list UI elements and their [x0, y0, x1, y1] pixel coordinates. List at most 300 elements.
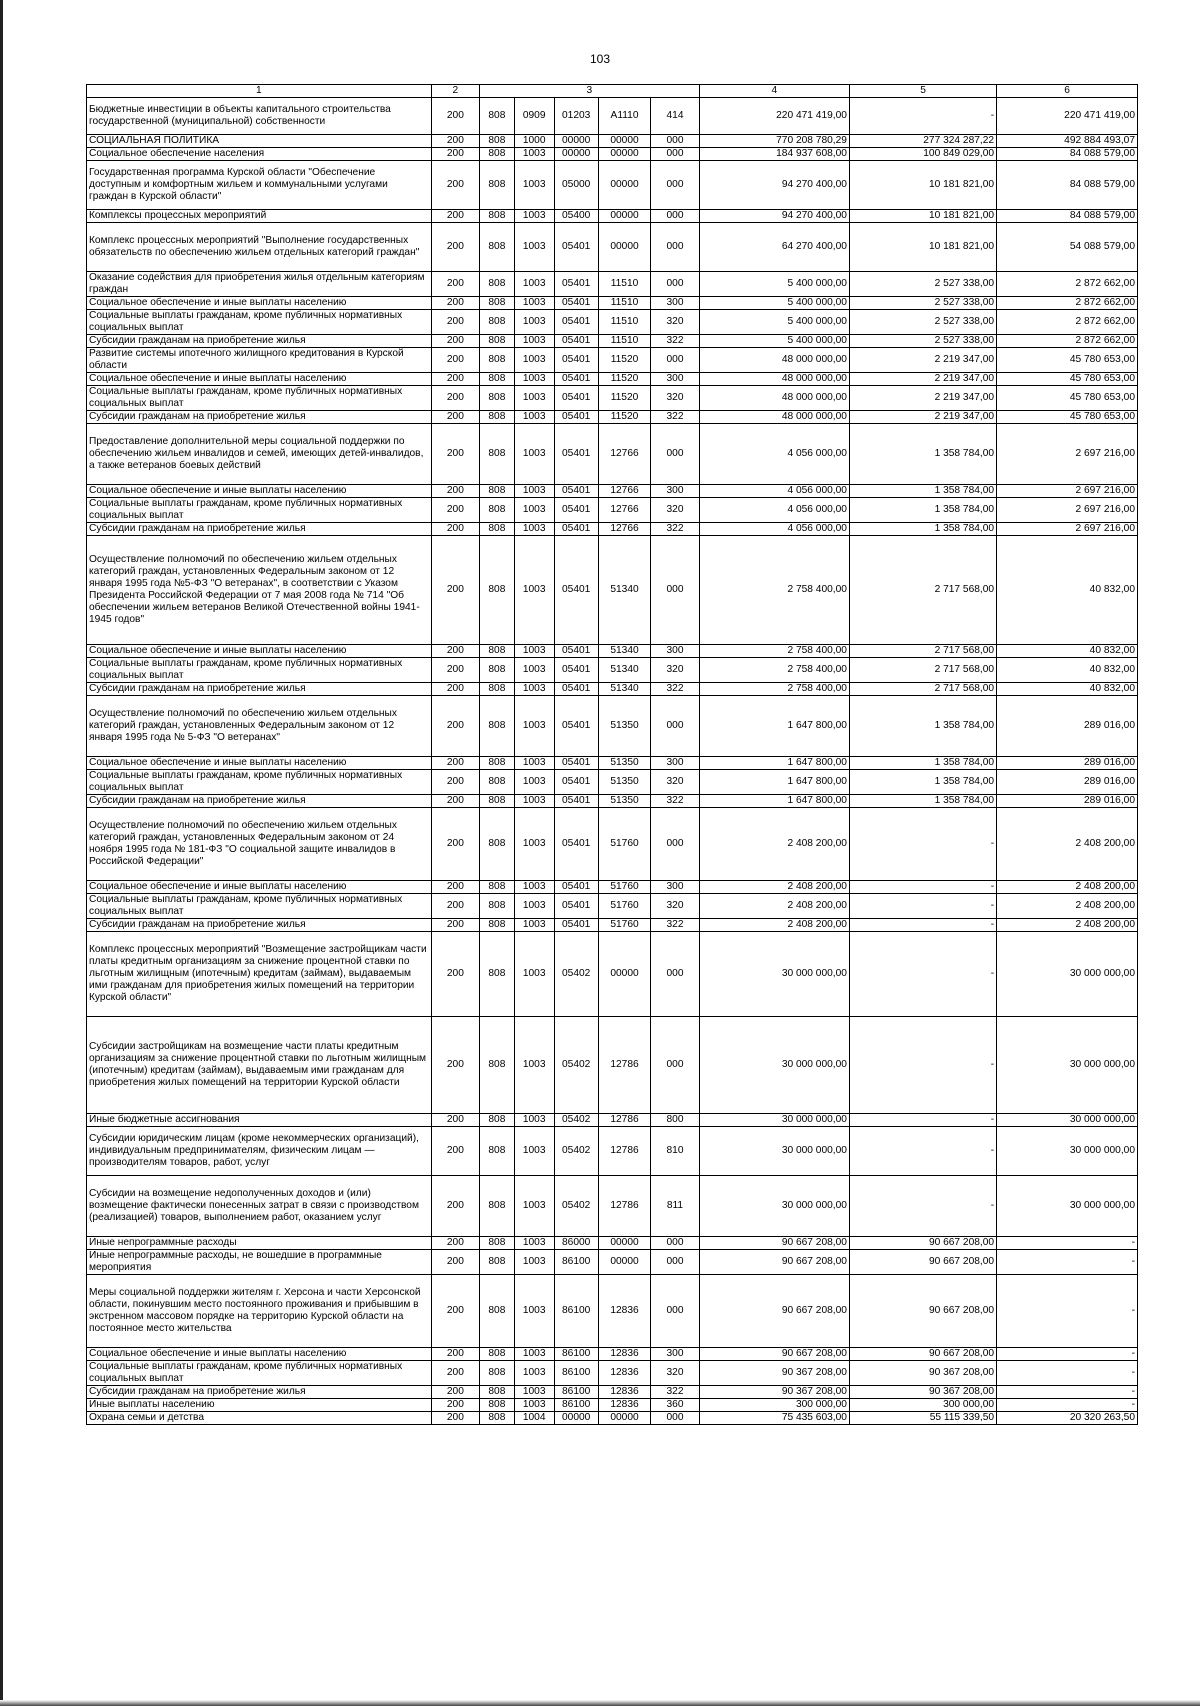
amount-executed: 90 667 208,00: [849, 1237, 996, 1250]
code-expense-type: 810: [651, 1127, 699, 1176]
amount-planned: 30 000 000,00: [699, 1127, 849, 1176]
code-ministry: 808: [480, 411, 515, 424]
amount-remaining: 45 780 653,00: [997, 348, 1138, 373]
code-admin: 200: [431, 1361, 479, 1386]
code-ministry: 808: [480, 770, 515, 795]
amount-planned: 220 471 419,00: [699, 98, 849, 135]
code-ministry: 808: [480, 1017, 515, 1114]
amount-remaining: 289 016,00: [997, 757, 1138, 770]
code-direction: А1110: [598, 98, 651, 135]
code-expense-type: 320: [651, 1361, 699, 1386]
code-admin: 200: [431, 411, 479, 424]
code-program: 05401: [554, 386, 598, 411]
table-row: [87, 1386, 1138, 1399]
amount-planned: 5 400 000,00: [699, 310, 849, 335]
code-direction: 12766: [598, 498, 651, 523]
code-section: 1003: [514, 683, 554, 696]
amount-planned: 30 000 000,00: [699, 1176, 849, 1237]
code-ministry: 808: [480, 1412, 515, 1425]
code-expense-type: 320: [651, 310, 699, 335]
code-section: 1003: [514, 310, 554, 335]
code-direction: 51350: [598, 696, 651, 757]
page-number: 103: [589, 52, 611, 66]
code-program: 05401: [554, 696, 598, 757]
amount-planned: 5 400 000,00: [699, 335, 849, 348]
code-expense-type: 322: [651, 1386, 699, 1399]
code-admin: 200: [431, 424, 479, 485]
code-expense-type: 360: [651, 1399, 699, 1412]
code-ministry: 808: [480, 808, 515, 881]
amount-remaining: 2 408 200,00: [997, 881, 1138, 894]
code-program: 05401: [554, 272, 598, 297]
code-program: 05401: [554, 335, 598, 348]
code-expense-type: 000: [651, 210, 699, 223]
code-admin: 200: [431, 919, 479, 932]
row-name: Социальные выплаты гражданам, кроме публичных нормативных социальных выплат: [87, 498, 432, 523]
table-row: [87, 1176, 1138, 1237]
code-expense-type: 300: [651, 297, 699, 310]
code-admin: 200: [431, 881, 479, 894]
amount-remaining: 2 872 662,00: [997, 310, 1138, 335]
table-row: [87, 297, 1138, 310]
row-name: Субсидии гражданам на приобретение жилья: [87, 411, 432, 424]
table-row: [87, 536, 1138, 645]
code-ministry: 808: [480, 223, 515, 272]
code-program: 00000: [554, 1412, 598, 1425]
code-section: 1003: [514, 1114, 554, 1127]
row-name: Субсидии застройщикам на возмещение части платы кредитным организациям за снижение процентной ставки по льготным жилищным (ипотечным) кредитам (займам), выдаваемым ими гражданам для приобретения жилых помещений на территории Курской области: [87, 1017, 432, 1114]
code-section: 1003: [514, 1127, 554, 1176]
amount-planned: 94 270 400,00: [699, 161, 849, 210]
code-expense-type: 000: [651, 808, 699, 881]
code-admin: 200: [431, 373, 479, 386]
code-admin: 200: [431, 770, 479, 795]
code-section: 1003: [514, 411, 554, 424]
amount-remaining: 2 872 662,00: [997, 272, 1138, 297]
table-row: [87, 1114, 1138, 1127]
amount-executed: 1 358 784,00: [849, 498, 996, 523]
amount-remaining: 54 088 579,00: [997, 223, 1138, 272]
code-ministry: 808: [480, 210, 515, 223]
code-admin: 200: [431, 335, 479, 348]
row-name: Комплексы процессных мероприятий: [87, 210, 432, 223]
code-section: 1003: [514, 919, 554, 932]
code-program: 05402: [554, 1017, 598, 1114]
code-section: 1003: [514, 645, 554, 658]
code-direction: 51760: [598, 808, 651, 881]
code-program: 86000: [554, 1237, 598, 1250]
amount-executed: -: [849, 1176, 996, 1237]
amount-planned: 90 667 208,00: [699, 1237, 849, 1250]
code-section: 1003: [514, 536, 554, 645]
row-name: Бюджетные инвестиции в объекты капитального строительства государственной (муниципальной) собственности: [87, 98, 432, 135]
amount-remaining: 220 471 419,00: [997, 98, 1138, 135]
amount-planned: 5 400 000,00: [699, 272, 849, 297]
amount-remaining: 30 000 000,00: [997, 1127, 1138, 1176]
code-section: 1003: [514, 1176, 554, 1237]
amount-remaining: 2 872 662,00: [997, 297, 1138, 310]
code-admin: 200: [431, 1399, 479, 1412]
code-program: 05401: [554, 498, 598, 523]
code-ministry: 808: [480, 683, 515, 696]
scan-border-bottom: [0, 1700, 1200, 1706]
row-name: Социальное обеспечение и иные выплаты населению: [87, 645, 432, 658]
code-expense-type: 322: [651, 523, 699, 536]
amount-planned: 30 000 000,00: [699, 1114, 849, 1127]
code-expense-type: 000: [651, 1237, 699, 1250]
code-program: 05402: [554, 932, 598, 1017]
amount-executed: 2 717 568,00: [849, 645, 996, 658]
table-row: [87, 757, 1138, 770]
code-ministry: 808: [480, 98, 515, 135]
amount-remaining: 492 884 493,07: [997, 135, 1138, 148]
code-direction: 00000: [598, 161, 651, 210]
code-section: 1003: [514, 1399, 554, 1412]
table-row: [87, 210, 1138, 223]
code-section: 1003: [514, 1250, 554, 1275]
amount-executed: -: [849, 881, 996, 894]
amount-executed: 1 358 784,00: [849, 770, 996, 795]
amount-executed: -: [849, 98, 996, 135]
row-name: Социальные выплаты гражданам, кроме публичных нормативных социальных выплат: [87, 1361, 432, 1386]
code-program: 86100: [554, 1361, 598, 1386]
amount-executed: -: [849, 1017, 996, 1114]
code-direction: 11510: [598, 310, 651, 335]
row-name: Субсидии гражданам на приобретение жилья: [87, 795, 432, 808]
code-admin: 200: [431, 135, 479, 148]
table-row: [87, 223, 1138, 272]
code-ministry: 808: [480, 757, 515, 770]
amount-executed: 90 667 208,00: [849, 1250, 996, 1275]
header-col-3: 3: [480, 85, 700, 98]
amount-remaining: 289 016,00: [997, 795, 1138, 808]
code-direction: 12836: [598, 1348, 651, 1361]
table-row: [87, 881, 1138, 894]
row-name: Комплекс процессных мероприятий "Возмещение застройщикам части платы кредитным организациям за снижение процентной ставки по льготным жилищным (ипотечным) кредитам (займам), выдаваемым ими гражданам для приобретения жилых помещений на территории Курской области": [87, 932, 432, 1017]
table-row: [87, 1348, 1138, 1361]
table-row: [87, 498, 1138, 523]
code-section: 1000: [514, 135, 554, 148]
code-direction: 00000: [598, 210, 651, 223]
code-ministry: 808: [480, 1176, 515, 1237]
amount-executed: 100 849 029,00: [849, 148, 996, 161]
amount-remaining: 84 088 579,00: [997, 210, 1138, 223]
code-admin: 200: [431, 536, 479, 645]
code-ministry: 808: [480, 373, 515, 386]
table-row: [87, 932, 1138, 1017]
amount-planned: 90 667 208,00: [699, 1348, 849, 1361]
header-row: [87, 85, 1138, 98]
amount-executed: 90 367 208,00: [849, 1361, 996, 1386]
amount-planned: 770 208 780,29: [699, 135, 849, 148]
row-name: Осуществление полномочий по обеспечению жильем отдельных категорий граждан, установленных Федеральным законом от 24 ноября 1995 года № 181-ФЗ "О социальной защите инвалидов в Российской Федерации": [87, 808, 432, 881]
row-name: Социальное обеспечение и иные выплаты населению: [87, 1348, 432, 1361]
row-name: Социальные выплаты гражданам, кроме публичных нормативных социальных выплат: [87, 894, 432, 919]
row-name: Охрана семьи и детства: [87, 1412, 432, 1425]
amount-executed: 55 115 339,50: [849, 1412, 996, 1425]
code-direction: 12766: [598, 424, 651, 485]
code-section: 1003: [514, 932, 554, 1017]
code-admin: 200: [431, 1275, 479, 1348]
amount-remaining: 2 408 200,00: [997, 808, 1138, 881]
code-expense-type: 000: [651, 148, 699, 161]
amount-planned: 2 408 200,00: [699, 919, 849, 932]
amount-planned: 90 667 208,00: [699, 1275, 849, 1348]
amount-planned: 48 000 000,00: [699, 386, 849, 411]
amount-planned: 4 056 000,00: [699, 485, 849, 498]
row-name: Меры социальной поддержки жителям г. Херсона и части Херсонской области, покинувшим место постоянного проживания и прибывшим в экстренном массовом порядке на территорию Курской области на постоянное место жительства: [87, 1275, 432, 1348]
code-expense-type: 000: [651, 272, 699, 297]
code-direction: 00000: [598, 148, 651, 161]
table-row: [87, 658, 1138, 683]
amount-executed: 90 667 208,00: [849, 1348, 996, 1361]
code-direction: 12786: [598, 1176, 651, 1237]
table-row: [87, 148, 1138, 161]
amount-planned: 2 408 200,00: [699, 808, 849, 881]
code-program: 86100: [554, 1399, 598, 1412]
amount-remaining: 2 408 200,00: [997, 894, 1138, 919]
code-direction: 00000: [598, 1237, 651, 1250]
code-ministry: 808: [480, 297, 515, 310]
code-admin: 200: [431, 498, 479, 523]
amount-executed: 277 324 287,22: [849, 135, 996, 148]
code-direction: 12836: [598, 1399, 651, 1412]
code-section: 1003: [514, 272, 554, 297]
code-admin: 200: [431, 272, 479, 297]
code-expense-type: 322: [651, 919, 699, 932]
row-name: Субсидии на возмещение недополученных доходов и (или) возмещение фактически понесенных затрат в связи с производством (реализацией) товаров, выполнением работ, оказанием услуг: [87, 1176, 432, 1237]
row-name: Иные выплаты населению: [87, 1399, 432, 1412]
amount-executed: -: [849, 808, 996, 881]
row-name: Социальное обеспечение и иные выплаты населению: [87, 881, 432, 894]
code-direction: 51350: [598, 770, 651, 795]
code-expense-type: 000: [651, 1412, 699, 1425]
code-program: 05401: [554, 411, 598, 424]
table-row: [87, 424, 1138, 485]
code-direction: 51340: [598, 658, 651, 683]
code-direction: 12786: [598, 1017, 651, 1114]
code-admin: 200: [431, 148, 479, 161]
amount-planned: 300 000,00: [699, 1399, 849, 1412]
table-row: [87, 1127, 1138, 1176]
code-program: 86100: [554, 1348, 598, 1361]
code-expense-type: 322: [651, 795, 699, 808]
code-section: 1003: [514, 1275, 554, 1348]
code-program: 05401: [554, 919, 598, 932]
code-section: 1004: [514, 1412, 554, 1425]
code-program: 05401: [554, 523, 598, 536]
code-admin: 200: [431, 808, 479, 881]
amount-executed: 10 181 821,00: [849, 161, 996, 210]
code-expense-type: 000: [651, 536, 699, 645]
amount-executed: 2 527 338,00: [849, 272, 996, 297]
code-direction: 51760: [598, 894, 651, 919]
code-ministry: 808: [480, 272, 515, 297]
code-admin: 200: [431, 210, 479, 223]
code-admin: 200: [431, 297, 479, 310]
amount-executed: 2 219 347,00: [849, 411, 996, 424]
code-program: 05401: [554, 808, 598, 881]
code-section: 1003: [514, 1386, 554, 1399]
code-ministry: 808: [480, 523, 515, 536]
row-name: Субсидии гражданам на приобретение жилья: [87, 919, 432, 932]
code-ministry: 808: [480, 498, 515, 523]
code-direction: 11520: [598, 411, 651, 424]
code-section: 1003: [514, 297, 554, 310]
code-expense-type: 000: [651, 932, 699, 1017]
amount-planned: 1 647 800,00: [699, 757, 849, 770]
code-expense-type: 322: [651, 411, 699, 424]
code-program: 00000: [554, 135, 598, 148]
amount-executed: 90 367 208,00: [849, 1386, 996, 1399]
code-section: 1003: [514, 658, 554, 683]
code-ministry: 808: [480, 485, 515, 498]
amount-remaining: -: [997, 1348, 1138, 1361]
code-direction: 11520: [598, 348, 651, 373]
amount-remaining: 45 780 653,00: [997, 373, 1138, 386]
table-row: [87, 161, 1138, 210]
code-expense-type: 000: [651, 1250, 699, 1275]
amount-remaining: 45 780 653,00: [997, 411, 1138, 424]
amount-planned: 1 647 800,00: [699, 696, 849, 757]
code-ministry: 808: [480, 335, 515, 348]
amount-planned: 75 435 603,00: [699, 1412, 849, 1425]
code-expense-type: 322: [651, 335, 699, 348]
amount-remaining: -: [997, 1237, 1138, 1250]
code-section: 1003: [514, 485, 554, 498]
row-name: Субсидии гражданам на приобретение жилья: [87, 335, 432, 348]
code-admin: 200: [431, 658, 479, 683]
amount-remaining: 2 697 216,00: [997, 523, 1138, 536]
amount-executed: 2 527 338,00: [849, 310, 996, 335]
code-admin: 200: [431, 348, 479, 373]
code-section: 1003: [514, 348, 554, 373]
code-expense-type: 300: [651, 373, 699, 386]
code-ministry: 808: [480, 645, 515, 658]
table-row: [87, 770, 1138, 795]
code-direction: 51350: [598, 795, 651, 808]
code-admin: 200: [431, 1348, 479, 1361]
amount-executed: 1 358 784,00: [849, 424, 996, 485]
code-admin: 200: [431, 932, 479, 1017]
amount-planned: 48 000 000,00: [699, 411, 849, 424]
amount-executed: 2 527 338,00: [849, 335, 996, 348]
budget-table: [86, 84, 1138, 1425]
code-expense-type: 300: [651, 485, 699, 498]
code-direction: 12786: [598, 1114, 651, 1127]
code-direction: 12786: [598, 1127, 651, 1176]
code-direction: 11520: [598, 373, 651, 386]
code-admin: 200: [431, 1114, 479, 1127]
table-row: [87, 348, 1138, 373]
code-section: 1003: [514, 1237, 554, 1250]
row-name: Предоставление дополнительной меры социальной поддержки по обеспечению жильем инвалидов и семей, имеющих детей-инвалидов, а также ветеранов боевых действий: [87, 424, 432, 485]
code-ministry: 808: [480, 658, 515, 683]
amount-remaining: 30 000 000,00: [997, 1017, 1138, 1114]
row-name: Оказание содействия для приобретения жилья отдельным категориям граждан: [87, 272, 432, 297]
header-col-2: 2: [431, 85, 479, 98]
code-program: 05401: [554, 485, 598, 498]
code-section: 1003: [514, 424, 554, 485]
row-name: СОЦИАЛЬНАЯ ПОЛИТИКА: [87, 135, 432, 148]
code-section: 1003: [514, 1361, 554, 1386]
amount-executed: -: [849, 919, 996, 932]
amount-executed: 2 219 347,00: [849, 373, 996, 386]
code-program: 05401: [554, 770, 598, 795]
row-name: Субсидии гражданам на приобретение жилья: [87, 683, 432, 696]
row-name: Осуществление полномочий по обеспечению жильем отдельных категорий граждан, установленных Федеральным законом от 12 января 1995 года № 5-ФЗ "О ветеранах": [87, 696, 432, 757]
code-section: 1003: [514, 523, 554, 536]
code-expense-type: 320: [651, 894, 699, 919]
row-name: Развитие системы ипотечного жилищного кредитования в Курской области: [87, 348, 432, 373]
code-ministry: 808: [480, 348, 515, 373]
table-row: [87, 310, 1138, 335]
code-program: 86100: [554, 1386, 598, 1399]
code-direction: 00000: [598, 135, 651, 148]
row-name: Социальные выплаты гражданам, кроме публичных нормативных социальных выплат: [87, 658, 432, 683]
amount-remaining: 30 000 000,00: [997, 932, 1138, 1017]
table-row: [87, 373, 1138, 386]
amount-planned: 48 000 000,00: [699, 373, 849, 386]
code-admin: 200: [431, 485, 479, 498]
amount-remaining: -: [997, 1361, 1138, 1386]
code-expense-type: 320: [651, 498, 699, 523]
code-section: 1003: [514, 223, 554, 272]
code-ministry: 808: [480, 310, 515, 335]
code-section: 1003: [514, 335, 554, 348]
table-row: [87, 135, 1138, 148]
code-ministry: 808: [480, 1275, 515, 1348]
code-section: 1003: [514, 770, 554, 795]
code-admin: 200: [431, 1017, 479, 1114]
table-row: [87, 645, 1138, 658]
code-section: 1003: [514, 696, 554, 757]
code-ministry: 808: [480, 536, 515, 645]
amount-remaining: 30 000 000,00: [997, 1114, 1138, 1127]
code-admin: 200: [431, 386, 479, 411]
code-direction: 12836: [598, 1386, 651, 1399]
amount-executed: 2 717 568,00: [849, 658, 996, 683]
row-name: Иные непрограммные расходы, не вошедшие в программные мероприятия: [87, 1250, 432, 1275]
row-name: Социальное обеспечение и иные выплаты населению: [87, 757, 432, 770]
amount-executed: 2 717 568,00: [849, 683, 996, 696]
table-row: [87, 335, 1138, 348]
code-ministry: 808: [480, 386, 515, 411]
table-row: [87, 894, 1138, 919]
code-ministry: 808: [480, 161, 515, 210]
row-name: Иные бюджетные ассигнования: [87, 1114, 432, 1127]
table-row: [87, 919, 1138, 932]
amount-executed: 90 667 208,00: [849, 1275, 996, 1348]
code-direction: 12836: [598, 1361, 651, 1386]
table-row: [87, 1250, 1138, 1275]
code-section: 1003: [514, 757, 554, 770]
amount-executed: 2 219 347,00: [849, 386, 996, 411]
amount-planned: 2 758 400,00: [699, 658, 849, 683]
row-name: Социальное обеспечение и иные выплаты населению: [87, 297, 432, 310]
table-row: [87, 411, 1138, 424]
code-ministry: 808: [480, 919, 515, 932]
row-name: Социальные выплаты гражданам, кроме публичных нормативных социальных выплат: [87, 770, 432, 795]
table-row: [87, 1275, 1138, 1348]
code-expense-type: 000: [651, 1275, 699, 1348]
table-row: [87, 523, 1138, 536]
code-admin: 200: [431, 1176, 479, 1237]
code-program: 00000: [554, 148, 598, 161]
table-row: [87, 696, 1138, 757]
amount-planned: 184 937 608,00: [699, 148, 849, 161]
table-row: [87, 272, 1138, 297]
